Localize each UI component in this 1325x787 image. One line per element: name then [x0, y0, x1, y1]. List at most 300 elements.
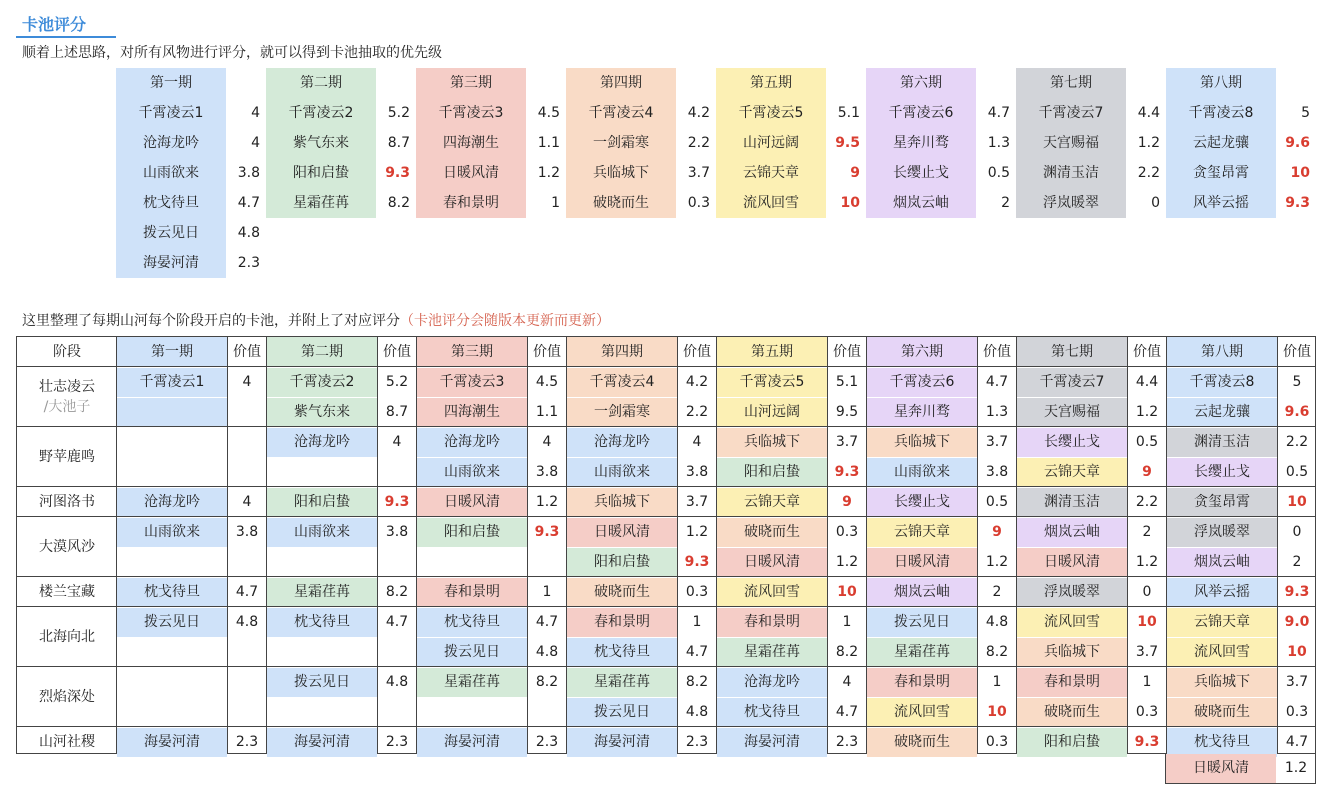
table-pool-name: 拨云见日: [267, 668, 377, 697]
table-pool-name: 云锦天章: [717, 488, 827, 517]
period-header: 第四期: [566, 68, 676, 98]
table-pool-value: [527, 698, 567, 727]
pool-score: 1.1: [537, 135, 560, 151]
col-divider: [266, 337, 267, 753]
table-pool-value: 4.8: [385, 674, 409, 690]
table-pool-value: 10: [837, 584, 857, 600]
period-header: 第六期: [866, 68, 976, 98]
table-pool-name: [117, 398, 227, 427]
table-pool-value: [227, 698, 267, 727]
table-pool-name: 破晓而生: [567, 578, 677, 607]
table-pool-name: 沧海龙吟: [567, 428, 677, 457]
stage-name: 山河社稷: [39, 734, 95, 750]
table-pool-name: 兵临城下: [717, 428, 827, 457]
header-period: 第五期: [717, 337, 827, 367]
table-pool-value: 9.3: [834, 464, 860, 480]
pool-name: 沧海龙吟: [116, 128, 226, 158]
stage-divider: [17, 606, 1315, 607]
pool-score: 2: [1001, 195, 1010, 211]
pool-name: 春和景明: [416, 188, 526, 218]
table-pool-value: 10: [987, 704, 1007, 720]
table-pool-name: 星霜荏苒: [417, 668, 527, 697]
table-pool-value: [377, 458, 417, 487]
table-pool-value: 1: [1142, 674, 1152, 690]
table-pool-value: 0.5: [1135, 434, 1159, 450]
col-divider: [1277, 337, 1278, 753]
table-pool-value: [377, 698, 417, 727]
header-period: 第四期: [567, 337, 677, 367]
table-pool-value: 9: [1142, 464, 1152, 480]
table-pool-name: 沧海龙吟: [117, 488, 227, 517]
table-pool-value: 0.3: [1285, 704, 1309, 720]
table-pool-name: 枕戈待旦: [567, 638, 677, 667]
table-pool-value: 1.2: [1135, 404, 1159, 420]
table-pool-name: [117, 638, 227, 667]
table-pool-value: 10: [1137, 614, 1157, 630]
table-pool-value: 9.3: [1134, 734, 1160, 750]
table-pool-name: 阳和启蛰: [567, 548, 677, 577]
table-pool-value: 1.1: [535, 404, 559, 420]
pool-score: 5: [1301, 105, 1310, 121]
pool-name: 长缨止戈: [866, 158, 976, 188]
pool-name: 兵临城下: [566, 158, 676, 188]
header-period: 第八期: [1167, 337, 1277, 367]
table-pool-value: 2.3: [535, 734, 559, 750]
table-pool-name: 云锦天章: [867, 518, 977, 547]
table-pool-value: 4.7: [1285, 734, 1309, 750]
pool-score: 8.2: [387, 195, 410, 211]
table-pool-value: 4.8: [985, 614, 1009, 630]
stage-name: 北海向北: [39, 629, 95, 645]
pool-score: 0.5: [987, 165, 1010, 181]
table-pool-name: 阳和启蛰: [417, 518, 527, 547]
col-divider: [677, 337, 678, 753]
stage-name: 河图洛书: [39, 494, 95, 510]
table-pool-name: 流风回雪: [867, 698, 977, 727]
table-pool-name: [267, 548, 377, 577]
stage-label: [17, 667, 117, 727]
table-pool-value: [227, 428, 267, 457]
pool-name: 一剑霜寒: [566, 128, 676, 158]
stage-label: [17, 577, 117, 607]
table-pool-name: 山雨欲来: [117, 518, 227, 547]
pool-score: 4: [251, 105, 260, 121]
table-pool-name: 流风回雪: [717, 578, 827, 607]
table-pool-name: 日暖风清: [567, 518, 677, 547]
table-pool-value: 10: [1287, 494, 1307, 510]
pool-score: 1.2: [1137, 135, 1160, 151]
pool-score: 9.3: [1285, 195, 1310, 211]
col-divider: [1127, 337, 1128, 753]
col-divider: [1016, 337, 1017, 753]
table-pool-value: 8.2: [985, 644, 1009, 660]
pool-score: 1.2: [537, 165, 560, 181]
pool-name: 千霄凌云1: [116, 98, 226, 128]
header-period: 第六期: [867, 337, 977, 367]
header-value: 价值: [1133, 344, 1161, 360]
table-pool-name: 长缨止戈: [1017, 428, 1127, 457]
table-pool-name: 长缨止戈: [1167, 458, 1277, 487]
table-pool-name: 山雨欲来: [567, 458, 677, 487]
table-pool-value: 8.2: [835, 644, 859, 660]
stage-name: 楼兰宝藏: [39, 584, 95, 600]
pool-name: 渊清玉洁: [1016, 158, 1126, 188]
table-pool-name: 山雨欲来: [867, 458, 977, 487]
table-pool-value: 4.4: [1135, 374, 1159, 390]
table-pool-value: 4.7: [385, 614, 409, 630]
table-pool-value: 3.7: [1285, 674, 1309, 690]
pool-name: 云起龙骧: [1166, 128, 1276, 158]
table-pool-value: 3.8: [535, 464, 559, 480]
table-pool-name: 海晏河清: [117, 728, 227, 757]
pool-name: 流风回雪: [716, 188, 826, 218]
table-pool-name: [267, 698, 377, 727]
table-pool-value: 9.3: [1284, 584, 1310, 600]
pool-score: 4.8: [237, 225, 260, 241]
table-pool-value: 5: [1292, 374, 1302, 390]
pool-name: 阳和启蛰: [266, 158, 376, 188]
pool-score: 2.2: [1137, 165, 1160, 181]
caption-note: （卡池评分会随版本更新而更新）: [400, 313, 610, 329]
table-pool-name: 千霄凌云7: [1017, 368, 1127, 397]
pool-name: 浮岚暖翠: [1016, 188, 1126, 218]
period-header: 第八期: [1166, 68, 1276, 98]
pool-score: 1: [551, 195, 560, 211]
table-pool-name: 破晓而生: [867, 728, 977, 757]
table-pool-value: 0.3: [835, 524, 859, 540]
table-pool-value: 4.7: [235, 584, 259, 600]
stage-pool-table: [16, 336, 1316, 754]
table-pool-value: 3.8: [985, 464, 1009, 480]
table-pool-name: 兵临城下: [567, 488, 677, 517]
stage-label: [17, 727, 117, 757]
pool-name: 紫气东来: [266, 128, 376, 158]
table-pool-value: 2.2: [1285, 434, 1309, 450]
table-pool-value: 4: [842, 674, 852, 690]
col-divider: [716, 337, 717, 753]
pool-name: 千霄凌云2: [266, 98, 376, 128]
stage-name: 壮志凌云: [39, 379, 95, 395]
table-pool-value: 2.2: [1135, 494, 1159, 510]
table-pool-value: 1.2: [985, 554, 1009, 570]
table-pool-name: 天宫赐福: [1017, 398, 1127, 427]
table-pool-value: 9.0: [1284, 614, 1310, 630]
table-pool-name: 枕戈待旦: [117, 578, 227, 607]
stage-subname: /大池子: [43, 399, 91, 415]
table-pool-value: 0: [1292, 524, 1302, 540]
pool-score: 4: [251, 135, 260, 151]
col-divider: [116, 337, 117, 753]
pool-name: 天宫赐福: [1016, 128, 1126, 158]
stage-divider: [17, 426, 1315, 427]
pool-score: 5.1: [837, 105, 860, 121]
pool-name: 千霄凌云7: [1016, 98, 1126, 128]
period-header: 第二期: [266, 68, 376, 98]
pool-score: 8.7: [387, 135, 410, 151]
table-pool-name: 云锦天章: [1167, 608, 1277, 637]
pool-score: 10: [840, 195, 860, 211]
intro-text: 顺着上述思路，对所有风物进行评分，就可以得到卡池抽取的优先级: [22, 45, 442, 61]
table-pool-name: 烟岚云岫: [1167, 548, 1277, 577]
pool-score: 4.5: [537, 105, 560, 121]
table-pool-value: 0.3: [685, 584, 709, 600]
table-pool-name: [117, 458, 227, 487]
table-pool-name: 沧海龙吟: [417, 428, 527, 457]
table-pool-value: 4.7: [985, 374, 1009, 390]
table-pool-value: 1.2: [1284, 760, 1308, 776]
table-pool-value: 4.8: [535, 644, 559, 660]
table-pool-name: 千霄凌云2: [267, 368, 377, 397]
table-pool-value: 4: [692, 434, 702, 450]
table-pool-value: [227, 638, 267, 667]
table-pool-value: 10: [1287, 644, 1307, 660]
table-pool-name: 破晓而生: [717, 518, 827, 547]
table-pool-name: 拨云见日: [567, 698, 677, 727]
table-pool-name: 兵临城下: [1167, 668, 1277, 697]
pool-name: 千霄凌云8: [1166, 98, 1276, 128]
table-pool-name: 拨云见日: [117, 608, 227, 637]
table-pool-name: 千霄凌云1: [117, 368, 227, 397]
table-pool-name: 春和景明: [867, 668, 977, 697]
table-pool-name: 日暖风清: [867, 548, 977, 577]
table-pool-value: 0.3: [985, 734, 1009, 750]
header-value: 价值: [983, 344, 1011, 360]
table-pool-value: [227, 668, 267, 697]
table-pool-value: 4.8: [685, 704, 709, 720]
pool-score: 2.3: [237, 255, 260, 271]
pool-score: 0.3: [687, 195, 710, 211]
pool-name: 千霄凌云3: [416, 98, 526, 128]
table-pool-value: [377, 548, 417, 577]
table-pool-value: 9.5: [835, 404, 859, 420]
header-divider: [17, 366, 1315, 367]
table-pool-value: [227, 398, 267, 427]
table-pool-value: 5.1: [835, 374, 859, 390]
header-period: 第七期: [1017, 337, 1127, 367]
extra-row: [1165, 754, 1316, 784]
table-pool-name: 星霜荏苒: [717, 638, 827, 667]
table-pool-name: 春和景明: [1017, 668, 1127, 697]
table-pool-value: 3.8: [385, 524, 409, 540]
table-pool-value: 2.3: [835, 734, 859, 750]
table-pool-name: [267, 638, 377, 667]
table-pool-name: 海晏河清: [267, 728, 377, 757]
table-pool-name: 枕戈待旦: [717, 698, 827, 727]
table-pool-value: 2.3: [385, 734, 409, 750]
table-pool-value: 2.2: [685, 404, 709, 420]
pool-score: 4.7: [237, 195, 260, 211]
table-pool-value: 1: [842, 614, 852, 630]
table-pool-value: 8.2: [385, 584, 409, 600]
period-header: 第一期: [116, 68, 226, 98]
table-pool-value: 3.8: [235, 524, 259, 540]
stage-label: [17, 367, 117, 427]
table-pool-name: 千霄凌云5: [717, 368, 827, 397]
pool-name: 四海潮生: [416, 128, 526, 158]
pool-name: 千霄凌云6: [866, 98, 976, 128]
table-pool-name: 海晏河清: [417, 728, 527, 757]
table-pool-value: 0.5: [1285, 464, 1309, 480]
table-pool-value: 2: [1292, 554, 1302, 570]
table-pool-name: 枕戈待旦: [267, 608, 377, 637]
table-pool-value: 0.3: [1135, 704, 1159, 720]
table-pool-value: 3.7: [1135, 644, 1159, 660]
pool-name: 山河远阔: [716, 128, 826, 158]
table-pool-name: [117, 428, 227, 457]
table-pool-name: 一剑霜寒: [567, 398, 677, 427]
pool-score: 3.7: [687, 165, 710, 181]
stage-divider: [17, 486, 1315, 487]
table-pool-name: 拨云见日: [867, 608, 977, 637]
pool-score: 4.7: [987, 105, 1010, 121]
table-pool-name: 山河远阔: [717, 398, 827, 427]
table-pool-name: [417, 698, 527, 727]
table-pool-value: 1.2: [685, 524, 709, 540]
table-pool-name: 山雨欲来: [417, 458, 527, 487]
header-value: 价值: [383, 344, 411, 360]
pool-name: 拨云见日: [116, 218, 226, 248]
table-pool-name: 海晏河清: [717, 728, 827, 757]
table-pool-value: 1.2: [835, 554, 859, 570]
pool-score: 10: [1290, 165, 1310, 181]
period-header: 第七期: [1016, 68, 1126, 98]
pool-score: 1.3: [987, 135, 1010, 151]
table-pool-name: 枕戈待旦: [417, 608, 527, 637]
pool-score: 9: [850, 165, 860, 181]
page-title: 卡池评分: [16, 12, 116, 38]
pool-name: 星奔川骛: [866, 128, 976, 158]
table-pool-name: 云锦天章: [1017, 458, 1127, 487]
table-pool-value: 4: [242, 374, 252, 390]
pool-score: 9.6: [1285, 135, 1310, 151]
pool-score: 4.4: [1137, 105, 1160, 121]
col-divider: [977, 337, 978, 753]
table-pool-value: 9.3: [534, 524, 560, 540]
table-pool-name: 破晓而生: [1167, 698, 1277, 727]
pool-name: 贪玺昂霄: [1166, 158, 1276, 188]
table-pool-value: [227, 458, 267, 487]
table-pool-value: 9.6: [1284, 404, 1310, 420]
table-pool-value: 1.2: [1135, 554, 1159, 570]
pool-name: 星霜荏苒: [266, 188, 376, 218]
table-pool-value: 0.5: [985, 494, 1009, 510]
stage-label: [17, 427, 117, 487]
stage-name: 烈焰深处: [39, 689, 95, 705]
table-pool-name: [117, 548, 227, 577]
stage-label: [17, 607, 117, 667]
table-pool-name: 云起龙骧: [1167, 398, 1277, 427]
table-pool-value: 1.3: [985, 404, 1009, 420]
table-pool-name: [117, 698, 227, 727]
header-stage: 阶段: [53, 344, 81, 360]
table-pool-value: 2: [992, 584, 1002, 600]
pool-name: 云锦天章: [716, 158, 826, 188]
table-pool-name: 星奔川骛: [867, 398, 977, 427]
table-pool-value: 8.7: [385, 404, 409, 420]
col-divider: [566, 337, 567, 753]
table-pool-value: 4.2: [685, 374, 709, 390]
table-pool-name: 沧海龙吟: [717, 668, 827, 697]
stage-divider: [17, 576, 1315, 577]
header-value: 价值: [233, 344, 261, 360]
table-pool-value: 4.7: [835, 704, 859, 720]
table-pool-value: 4.7: [685, 644, 709, 660]
pool-name: 海晏河清: [116, 248, 226, 278]
table-pool-name: [267, 458, 377, 487]
caption-text: 这里整理了每期山河每个阶段开启的卡池，并附上了对应评分: [22, 313, 400, 329]
pool-name: 日暖风清: [416, 158, 526, 188]
pool-name: 枕戈待旦: [116, 188, 226, 218]
table-pool-name: 渊清玉洁: [1017, 488, 1127, 517]
stage-divider: [17, 516, 1315, 517]
table-pool-name: 日暖风清: [417, 488, 527, 517]
pool-name: 山雨欲来: [116, 158, 226, 188]
table-pool-value: 3.7: [835, 434, 859, 450]
table-pool-name: 破晓而生: [1017, 698, 1127, 727]
table-pool-value: 3.7: [685, 494, 709, 510]
table-pool-name: 春和景明: [417, 578, 527, 607]
col-divider: [416, 337, 417, 753]
table-pool-value: 4.5: [535, 374, 559, 390]
table-pool-name: 烟岚云岫: [1017, 518, 1127, 547]
table-pool-value: [227, 548, 267, 577]
table-pool-value: 8.2: [685, 674, 709, 690]
table-pool-name: 阳和启蛰: [1017, 728, 1127, 757]
stage-label: [17, 487, 117, 517]
table-pool-value: 4.8: [235, 614, 259, 630]
stage-divider: [17, 726, 1315, 727]
table-pool-name: 长缨止戈: [867, 488, 977, 517]
table-pool-name: 阳和启蛰: [717, 458, 827, 487]
table-pool-name: [117, 668, 227, 697]
pool-score: 9.3: [385, 165, 410, 181]
table-pool-name: 四海潮生: [417, 398, 527, 427]
table-pool-value: 4: [542, 434, 552, 450]
col-divider: [527, 337, 528, 753]
pool-score: 9.5: [835, 135, 860, 151]
table-pool-name: 枕戈待旦: [1167, 728, 1277, 757]
table-pool-name: 日暖风清: [1166, 754, 1276, 783]
table-pool-value: 9.3: [684, 554, 710, 570]
table-pool-name: 千霄凌云4: [567, 368, 677, 397]
header-period: 第一期: [117, 337, 227, 367]
stage-name: 野苹鹿鸣: [39, 449, 95, 465]
col-divider: [827, 337, 828, 753]
header-value: 价值: [533, 344, 561, 360]
table-pool-name: 烟岚云岫: [867, 578, 977, 607]
table-pool-name: 春和景明: [717, 608, 827, 637]
pool-name: 千霄凌云4: [566, 98, 676, 128]
table-pool-value: 3.7: [985, 434, 1009, 450]
header-value: 价值: [833, 344, 861, 360]
table-pool-name: 兵临城下: [867, 428, 977, 457]
pool-score: 4.2: [687, 105, 710, 121]
table-pool-value: [527, 548, 567, 577]
period-header: 第五期: [716, 68, 826, 98]
table-pool-value: 8.2: [535, 674, 559, 690]
pool-score: 3.8: [237, 165, 260, 181]
table-pool-name: 风举云摇: [1167, 578, 1277, 607]
table-pool-name: 流风回雪: [1017, 608, 1127, 637]
table-pool-value: 3.8: [685, 464, 709, 480]
table-pool-name: 沧海龙吟: [267, 428, 377, 457]
header-value: 价值: [1283, 344, 1311, 360]
table-pool-name: 千霄凌云3: [417, 368, 527, 397]
table-pool-name: 拨云见日: [417, 638, 527, 667]
col-divider: [866, 337, 867, 753]
table-pool-name: 千霄凌云8: [1167, 368, 1277, 397]
table-pool-value: 1: [992, 674, 1002, 690]
